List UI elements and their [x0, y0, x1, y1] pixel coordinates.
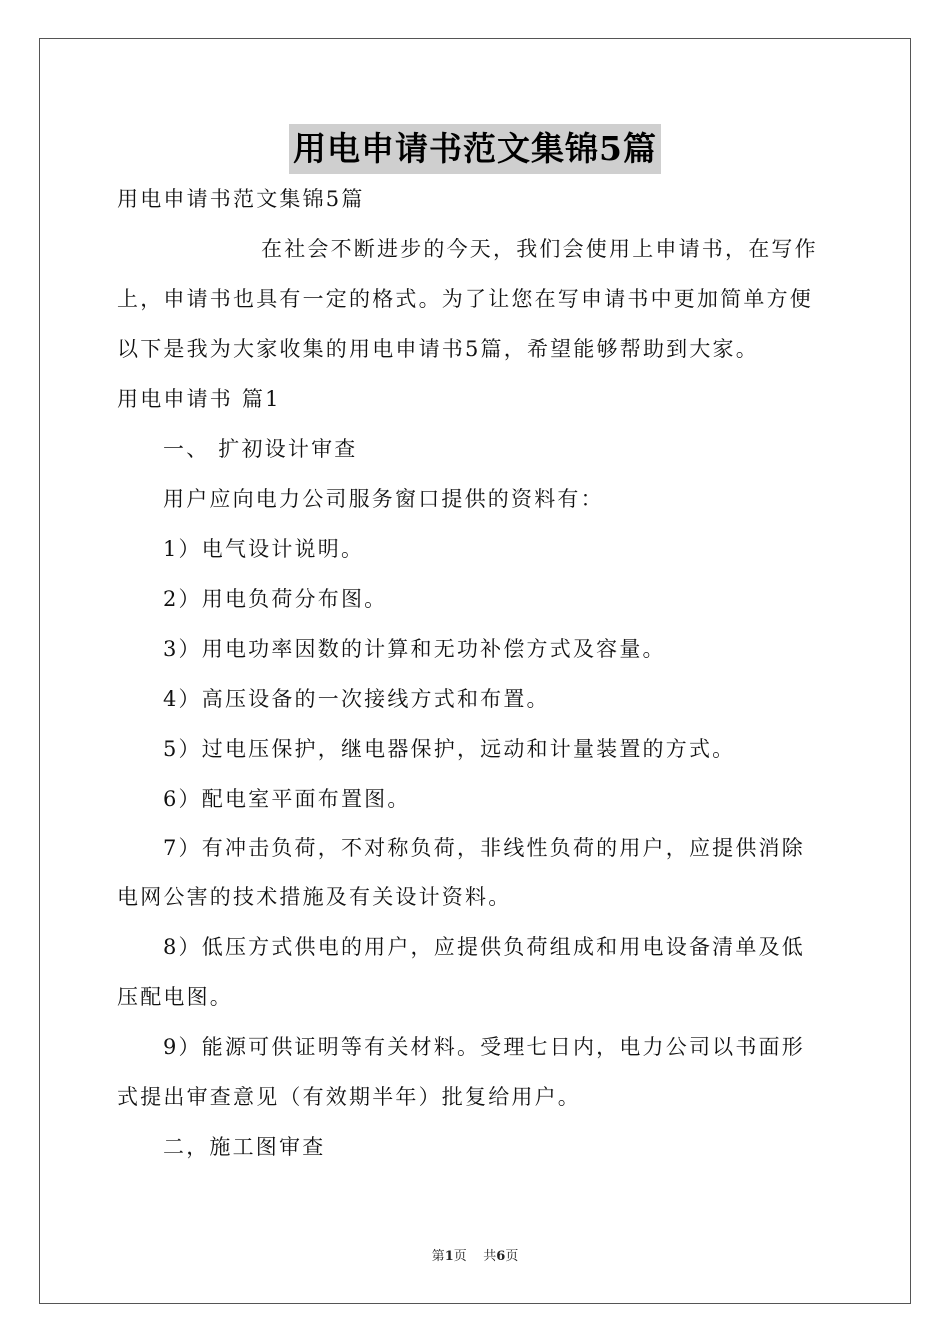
section-heading: 用电申请书 篇1	[117, 387, 281, 411]
part1-lead: 用户应向电力公司服务窗口提供的资料有：	[163, 487, 604, 511]
item9-line-1: 9）能源可供证明等有关材料。受理七日内，电力公司以书面形	[163, 1035, 805, 1059]
list-item: 4）高压设备的一次接线方式和布置。	[163, 687, 550, 711]
footer-suffix: 页	[505, 1249, 519, 1264]
item8-line-2: 压配电图。	[117, 985, 233, 1009]
list-item: 5）过电压保护，继电器保护，远动和计量装置的方式。	[163, 737, 736, 761]
footer-total-pages: 6	[496, 1249, 506, 1264]
page-footer	[0, 1248, 950, 1266]
intro-line-2: 上，申请书也具有一定的格式。为了让您在写申请书中更加简单方便	[117, 287, 813, 311]
list-item: 3）用电功率因数的计算和无功补偿方式及容量。	[163, 637, 666, 661]
part2-heading: 二，施工图审查	[163, 1135, 326, 1159]
item7-line-2: 电网公害的技术措施及有关设计资料。	[117, 885, 512, 909]
footer-prefix: 第	[431, 1249, 445, 1264]
item7-line-1: 7）有冲击负荷，不对称负荷，非线性负荷的用户，应提供消除	[163, 836, 805, 860]
document-title: 用电申请书范文集锦5篇	[289, 124, 661, 174]
item9-line-2: 式提出审查意见（有效期半年）批复给用户。	[117, 1085, 581, 1109]
item8-line-1: 8）低压方式供电的用户，应提供负荷组成和用电设备清单及低	[163, 935, 805, 959]
part1-heading: 一、 扩初设计审查	[163, 437, 358, 461]
intro-line-1: 在社会不断进步的今天，我们会使用上申请书，在写作	[261, 237, 818, 261]
list-item: 6）配电室平面布置图。	[163, 787, 411, 811]
intro-line-3: 以下是我为大家收集的用电申请书5篇，希望能够帮助到大家。	[117, 337, 759, 361]
subtitle-line: 用电申请书范文集锦5篇	[117, 187, 365, 211]
list-item: 1）电气设计说明。	[163, 537, 365, 561]
footer-mid: 页 共	[453, 1249, 497, 1264]
page-border	[39, 38, 911, 1304]
footer-page-number: 1	[444, 1249, 454, 1264]
title-wrap	[0, 124, 950, 174]
list-item: 2）用电负荷分布图。	[163, 587, 388, 611]
